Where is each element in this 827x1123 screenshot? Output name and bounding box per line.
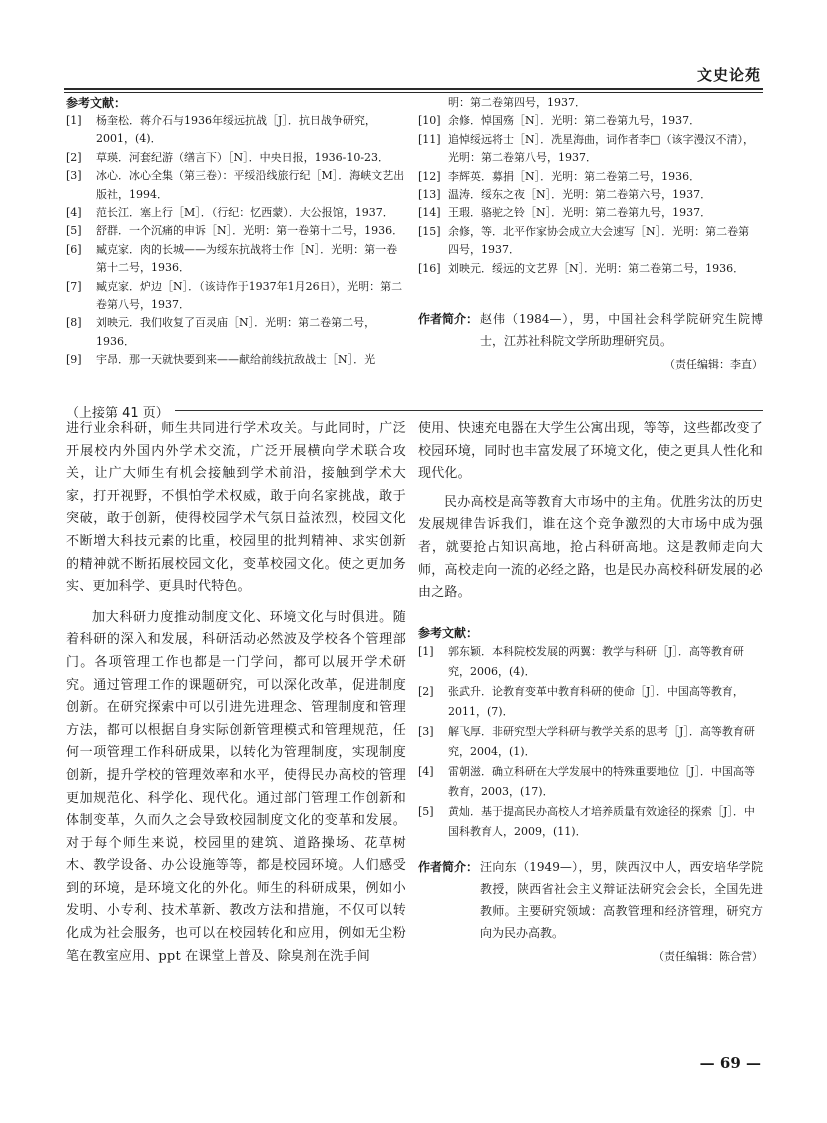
reference-item bbox=[66, 278, 406, 315]
reference-item bbox=[418, 223, 758, 260]
reference-item bbox=[66, 222, 406, 240]
reference-text: 追悼绥远将士［N］．冼星海曲，词作者李□（该字漫汉不清），光明：第二卷第八号，1937． bbox=[448, 132, 755, 165]
author-bio-label: 作者简介： bbox=[418, 860, 479, 874]
reference-item bbox=[66, 241, 406, 278]
reference-number: [9] bbox=[66, 353, 82, 367]
reference-item bbox=[418, 168, 758, 186]
reference-number: [16] bbox=[418, 261, 441, 275]
reference-item bbox=[66, 112, 406, 149]
reference-text: 宇昂．那一天就快要到来——献给前线抗敌战士［N］．光 bbox=[96, 353, 376, 367]
reference-number: [5] bbox=[418, 805, 434, 818]
references-heading: 参考文献： bbox=[66, 96, 127, 110]
page-number: — 69 — bbox=[699, 1054, 761, 1072]
reference-number: [10] bbox=[418, 114, 441, 128]
references-heading: 参考文献： bbox=[418, 626, 479, 640]
reference-item bbox=[418, 802, 763, 842]
author-bio-label: 作者简介： bbox=[418, 312, 479, 326]
reference-text: 余修．悼国殇［N］．光明：第二卷第九号，1937． bbox=[448, 114, 701, 128]
continued-from-tag: （上接第 41 页） bbox=[60, 402, 175, 421]
reference-number: [3] bbox=[418, 725, 434, 738]
author-bio-bottom bbox=[418, 856, 763, 968]
body-paragraph: 民办高校是高等教育大市场中的主角。优胜劣汰的历史发展规律告诉我们，谁在这个竞争激烈的大市场中成为强者，就要抢占知识高地，抢占科研高地。这是教师走向大师，高校走向一流的必经之路，也是民办高校科研发展的必由之路。 bbox=[418, 494, 763, 601]
reference-item bbox=[418, 112, 758, 130]
reference-text: 冰心．冰心全集（第三卷）：平绥沿线旅行纪［M］．海峡文艺出版社，1994． bbox=[96, 169, 405, 201]
reference-text: 舒群．一个沉痛的申诉［N］．光明：第一卷第十二号，1936． bbox=[96, 224, 404, 238]
author-bio-top bbox=[418, 308, 763, 376]
reference-number: [4] bbox=[418, 765, 434, 778]
reference-text: 余修，等．北平作家协会成立大会速写［N］．光明：第二卷第四号，1937． bbox=[448, 224, 750, 257]
reference-number: [1] bbox=[66, 114, 82, 127]
reference-item bbox=[418, 260, 758, 278]
reference-text: 臧克家．肉的长城——为绥东抗战将士作［N］．光明：第一卷第十二号，1936． bbox=[96, 242, 398, 275]
reference-item bbox=[418, 131, 758, 168]
responsible-editor: （责任编辑：李直） bbox=[664, 358, 763, 371]
reference-item bbox=[66, 204, 406, 222]
author-bio-text: 赵伟（1984—），男，中国社会科学院研究生院博士，江苏社科院文学所助理研究员。 bbox=[480, 312, 763, 348]
body-paragraph: 加大科研力度推动制度文化、环境文化与时俱进。随着科研的深入和发展，科研活动必然波及学校各个管理部门。各项管理工作也都是一门学问，都可以展开学术研究。通过管理工作的课题研究，可以深化改革，促进制度创新。在研究探索中可以引进先进理念、管理制度和管理方法，都可以根据自身实际创新管理模式和管理规范，任何一项管理工作科研成果，以转化为管理制度，实现制度创新，提升学校的管理效率和水平，使得民办高校的管理更加规范化、科学化、现代化。通过部门管理工作创新和体制变革，久而久之会导致校园制度文化的变革和发展。对于每个师生来说，校园里的建筑、道路操场、花草树木、教学设备、办公设施等等，都是校园环境。人们感受到的环境，是环境文化的外化。师生的科研成果，例如小发明、小专利、技术革新、教改方法和措施，不仅可以转化成为社会服务，也可以在校园转化和应用，例如无尘粉笔在教室应用、ppt 在课堂上普及、除臭剂在洗手间 bbox=[66, 609, 406, 964]
reference-item bbox=[418, 186, 758, 204]
reference-text: 李辉英．募捐［N］．光明：第二卷第二号，1936． bbox=[448, 169, 701, 183]
top-references-right bbox=[418, 94, 758, 278]
reference-item bbox=[418, 682, 763, 722]
reference-number: [5] bbox=[66, 224, 82, 238]
reference-text: 温涛．绥东之夜［N］．光明：第二卷第六号，1937． bbox=[448, 188, 712, 202]
reference-number: [3] bbox=[66, 169, 82, 183]
reference-item bbox=[418, 642, 763, 682]
body-paragraph: 进行业余科研，师生共同进行学术攻关。与此同时，广泛开展校内外国内外学术交流，广泛开展横向学术联合攻关，让广大师生有机会接触到学术前沿，接触到学术大家，打开视野，不惧怕学术权威，敢于向名家挑战，敢于突破，敢于创新，使得校园学术气氛日益浓烈，校园文化不断增大科技元素的比重，校园里的批判精神、求实创新的精神就不断拓展校园文化，变革校园文化。使之更加务实、更加科学、更具时代特色。 bbox=[66, 421, 406, 595]
body-column-left bbox=[66, 418, 406, 968]
header-rule-thick bbox=[64, 88, 763, 90]
reference-text: 王瑕．骆驼之铃［N］．光明：第二卷第九号，1937． bbox=[448, 206, 712, 220]
reference-text: 刘映元．我们收复了百灵庙［N］．光明：第二卷第二号，1936． bbox=[96, 316, 376, 348]
reference-text: 解飞厚．非研究型大学科研与教学关系的思考［J］．高等教育研究，2004，(1)． bbox=[448, 725, 755, 758]
reference-item bbox=[66, 149, 406, 167]
reference-text: 杨奎松．蒋介石与1936年绥远抗战［J］．抗日战争研究，2001，(4)． bbox=[96, 114, 376, 146]
reference-item bbox=[66, 351, 406, 369]
top-references-left bbox=[66, 92, 406, 370]
reference-continuation: 明：第二卷第四号，1937． bbox=[448, 96, 586, 109]
reference-text: 雷朝滋．确立科研在大学发展中的特殊重要地位［J］．中国高等教育，2003，(17)． bbox=[448, 765, 755, 798]
body-column-right bbox=[418, 418, 763, 605]
reference-number: [7] bbox=[66, 279, 82, 293]
reference-text: 黄灿．基于提高民办高校人才培养质量有效途径的探索［J］．中国科教育人，2009，(11)． bbox=[448, 805, 755, 838]
reference-item bbox=[418, 762, 763, 802]
reference-number: [11] bbox=[418, 132, 441, 146]
reference-number: [2] bbox=[66, 150, 82, 164]
reference-number: [12] bbox=[418, 169, 441, 183]
reference-number: [1] bbox=[418, 645, 434, 658]
reference-text: 草瑛．河套纪游（缮言下）［N］．中央日报，1936-10-23． bbox=[96, 150, 390, 164]
section-title: 文史论苑 bbox=[696, 66, 761, 84]
reference-item bbox=[418, 204, 758, 222]
reference-text: 臧克家．炉边［N］．（该诗作于1937年1月26日），光明：第二卷第八号，1937． bbox=[96, 279, 403, 312]
reference-number: [6] bbox=[66, 242, 82, 256]
reference-text: 刘映元．绥远的文艺界［N］．光明：第二卷第二号，1936． bbox=[448, 261, 745, 275]
responsible-editor: （责任编辑：陈合营） bbox=[653, 950, 763, 963]
reference-text: 范长江．塞上行［M］．（行纪：忆西蒙）．大公报馆，1937． bbox=[96, 206, 394, 220]
reference-number: [13] bbox=[418, 188, 441, 202]
reference-item bbox=[66, 314, 406, 351]
reference-item bbox=[66, 167, 406, 204]
body-paragraph: 使用、快速充电器在大学生公寓出现，等等，这些都改变了校园环境，同时也丰富发展了环境文化，使之更具人性化和现代化。 bbox=[418, 421, 763, 482]
reference-text: 张武升．论教育变革中教育科研的使命［J］．中国高等教育，2011，(7)． bbox=[448, 685, 744, 718]
reference-number: [4] bbox=[66, 206, 82, 220]
reference-item bbox=[418, 722, 763, 762]
bottom-references bbox=[418, 622, 763, 842]
author-bio-text: 汪向东（1949—），男，陕西汉中人，西安培华学院教授，陕西省社会主义辩证法研究会会长，全国先进教师。主要研究领域：高教管理和经济管理，研究方向为民办高教。 bbox=[480, 860, 763, 940]
reference-number: [8] bbox=[66, 316, 82, 330]
reference-number: [2] bbox=[418, 685, 434, 698]
reference-number: [15] bbox=[418, 224, 441, 238]
reference-text: 郭东颖．本科院校发展的两翼：教学与科研［J］．高等教育研究，2006，(4)． bbox=[448, 645, 744, 678]
reference-number: [14] bbox=[418, 206, 441, 220]
